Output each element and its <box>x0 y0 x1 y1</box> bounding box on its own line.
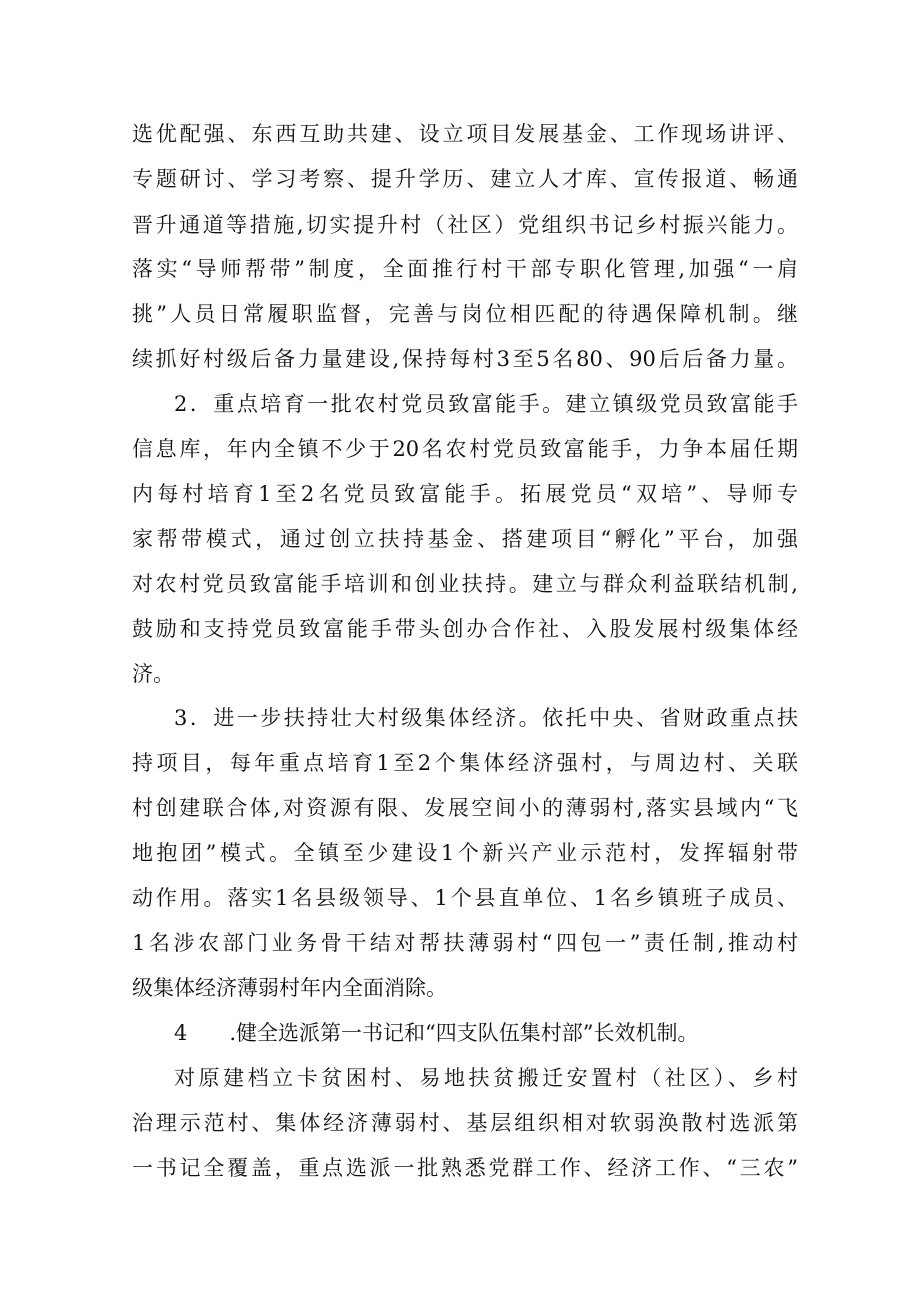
text-line: 持项目，每年重点培育1至2个集体经济强村，与周边村、关联 <box>132 751 798 775</box>
paragraph-heading: 3．进一步扶持壮大村级集体经济。依托中央、省财政重点扶 <box>174 706 798 730</box>
text-line: 内每村培育1至2名党员致富能手。拓展党员“双培”、导师专 <box>132 482 798 506</box>
text-line: 信息库，年内全镇不少于20名农村党员致富能手，力争本届任期 <box>132 437 798 461</box>
text-line: 动作用。落实1名县级领导、1个县直单位、1名乡镇班子成员、 <box>132 886 798 910</box>
text-line: 级集体经济薄弱村年内全面消除。 <box>132 976 447 1000</box>
text-line: 专题研讨、学习考察、提升学历、建立人才库、宣传报道、畅通 <box>132 167 798 191</box>
text-line: 济。 <box>132 662 174 686</box>
text-line: 一书记全覆盖，重点选派一批熟悉党群工作、经济工作、“三农” <box>132 1156 798 1180</box>
text-line: 对原建档立卡贫困村、易地扶贫搬迁安置村（社区）、乡村 <box>174 1066 798 1090</box>
text-line: 选优配强、东西互助共建、设立项目发展基金、工作现场讲评、 <box>132 122 798 146</box>
text-line: 续抓好村级后备力量建设,保持每村3至5名80、90后后备力量。 <box>132 347 798 371</box>
text-line: 挑”人员日常履职监督，完善与岗位相匹配的待遇保障机制。继 <box>132 302 798 326</box>
text-line: 地抱团”模式。全镇至少建设1个新兴产业示范村，发挥辐射带 <box>132 841 798 865</box>
paragraph-heading: 4 .健全选派第一书记和“四支队伍集村部”长效机制。 <box>174 1021 699 1045</box>
text-line: 1名涉农部门业务骨干结对帮扶薄弱村“四包一”责任制,推动村 <box>132 931 798 955</box>
text-line: 治理示范村、集体经济薄弱村、基层组织相对软弱涣散村选派第 <box>132 1111 798 1135</box>
text-line: 家帮带模式，通过创立扶持基金、搭建项目“孵化”平台，加强 <box>132 527 798 551</box>
text-line: 晋升通道等措施,切实提升村（社区）党组织书记乡村振兴能力。 <box>132 213 798 237</box>
paragraph-heading: 2．重点培育一批农村党员致富能手。建立镇级党员致富能手 <box>174 392 798 416</box>
text-line: 村创建联合体,对资源有限、发展空间小的薄弱村,落实县域内“飞 <box>132 796 798 820</box>
text-line: 对农村党员致富能手培训和创业扶持。建立与群众利益联结机制, <box>132 572 798 596</box>
text-line: 落实“导师帮带”制度，全面推行村干部专职化管理,加强“一肩 <box>132 257 798 281</box>
text-line: 鼓励和支持党员致富能手带头创办合作社、入股发展村级集体经 <box>132 617 798 641</box>
